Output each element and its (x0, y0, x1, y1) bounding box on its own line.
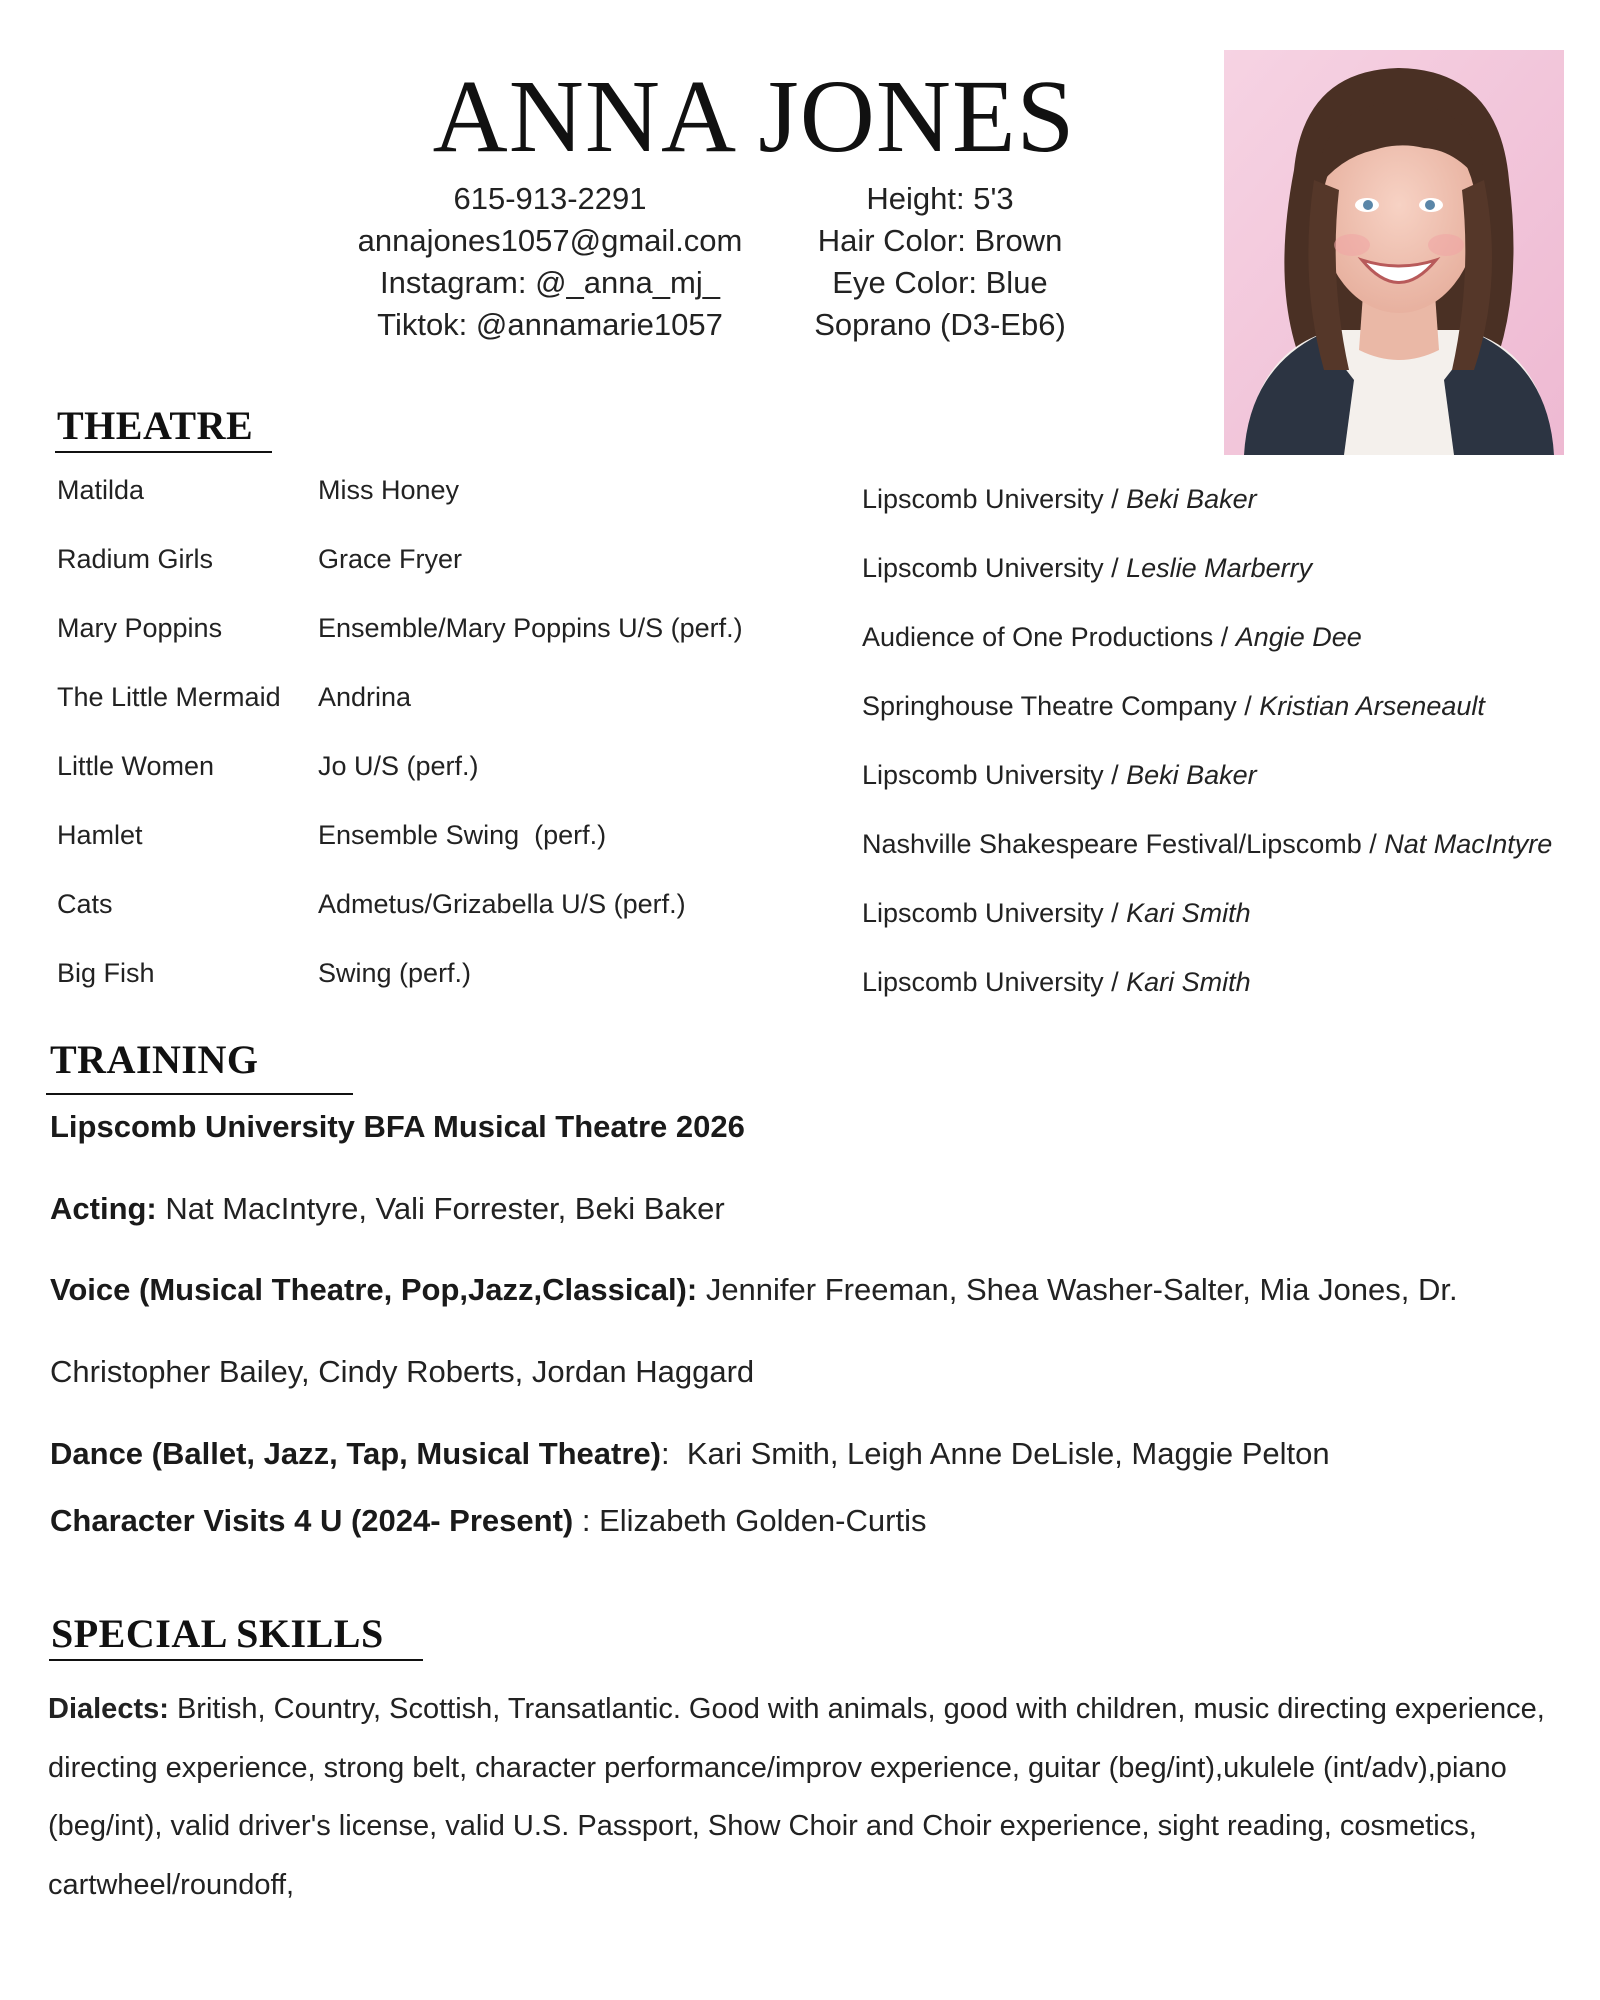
role-name: Ensemble/Mary Poppins U/S (perf.) (318, 613, 743, 643)
eye-color-stat: Eye Color: Blue (832, 265, 1048, 300)
credit-row-little-women (0, 751, 1600, 791)
role-name: Grace Fryer (318, 544, 463, 574)
training-acting (50, 1189, 725, 1229)
show-title: Radium Girls (57, 544, 214, 574)
role-name: Ensemble Swing (perf.) (318, 820, 607, 850)
venue-name: Audience of One Productions / (862, 622, 1236, 652)
credit-row-hamlet (0, 820, 1600, 860)
show-title: Mary Poppins (57, 613, 223, 643)
program-name: Lipscomb University BFA Musical Theatre 2026 (50, 1109, 745, 1144)
instagram-handle: Instagram: @_anna_mj_ (380, 265, 720, 300)
headshot-photo (1224, 50, 1564, 455)
director-name: Nat MacIntyre (1384, 829, 1553, 859)
venue (862, 691, 1485, 722)
show-title: The Little Mermaid (57, 682, 281, 712)
show-title: Matilda (57, 475, 145, 505)
role-name: Jo U/S (perf.) (318, 751, 479, 781)
hair-color-stat: Hair Color: Brown (817, 223, 1063, 258)
dialects-label: Dialects: (48, 1693, 169, 1725)
acting-teachers: Nat MacIntyre, Vali Forrester, Beki Baker (156, 1191, 725, 1226)
training-heading-rule (46, 1093, 353, 1095)
height-stat: Height: 5'3 (866, 181, 1014, 216)
venue (862, 829, 1552, 860)
tiktok-handle: Tiktok: @annamarie1057 (377, 307, 723, 342)
venue-name: Springhouse Theatre Company / (862, 691, 1260, 721)
director-name: Leslie Marberry (1126, 553, 1313, 583)
dance-teachers: : Kari Smith, Leigh Anne DeLisle, Maggie Pelton (661, 1436, 1330, 1471)
training-voice (50, 1270, 1458, 1310)
credit-row-radium-girls (0, 544, 1600, 584)
venue-name: Lipscomb University / (862, 898, 1127, 928)
credit-row-mary-poppins (0, 613, 1600, 653)
character-teacher: : Elizabeth Golden-Curtis (573, 1503, 927, 1538)
venue-name: Nashville Shakespeare Festival/Lipscomb / (862, 829, 1385, 859)
venue-name: Lipscomb University / (862, 484, 1127, 514)
venue (862, 967, 1251, 998)
director-name: Kari Smith (1126, 898, 1251, 928)
training-heading: TRAINING (50, 1037, 259, 1082)
role-name: Andrina (318, 682, 412, 712)
director-name: Angie Dee (1235, 622, 1362, 652)
skills-list: British, Country, Scottish, Transatlantic. Good with animals, good with children, music directing experience, directing experience, strong belt, character performance/improv experience, guitar (beg/int),ukulele (int/adv),piano (beg/int), valid driver's license, valid U.S. Passport, Show Choir and Choir experience, sight reading, cosmetics, cartwheel/roundoff, (48, 1693, 1545, 1901)
role-name: Admetus/Grizabella U/S (perf.) (318, 889, 686, 919)
headshot-illustration (1224, 50, 1564, 455)
show-title: Little Women (57, 751, 215, 781)
training-voice-continued (50, 1352, 754, 1392)
voice-teachers: Jennifer Freeman, Shea Washer-Salter, Mia Jones, Dr. (697, 1272, 1458, 1307)
show-title: Hamlet (57, 820, 143, 850)
theatre-heading-rule (55, 451, 272, 453)
venue-name: Lipscomb University / (862, 967, 1127, 997)
acting-label: Acting: (50, 1191, 157, 1226)
venue (862, 760, 1257, 791)
email-address: annajones1057@gmail.com (357, 223, 743, 258)
venue-name: Lipscomb University / (862, 553, 1127, 583)
special-skills-text (48, 1680, 1548, 1914)
venue (862, 898, 1251, 929)
phone-number: 615-913-2291 (453, 181, 647, 216)
theatre-heading: THEATRE (57, 403, 254, 448)
training-dance (50, 1434, 1330, 1474)
role-name: Swing (perf.) (318, 958, 472, 988)
venue (862, 622, 1362, 653)
dance-label: Dance (Ballet, Jazz, Tap, Musical Theatre) (50, 1436, 661, 1471)
venue (862, 484, 1257, 515)
show-title: Big Fish (57, 958, 155, 988)
contact-info (330, 178, 770, 346)
credit-row-big-fish (0, 958, 1600, 998)
special-skills-heading-rule (49, 1659, 423, 1661)
director-name: Kari Smith (1126, 967, 1251, 997)
credit-row-matilda (0, 475, 1600, 515)
role-name: Miss Honey (318, 475, 460, 505)
character-label: Character Visits 4 U (2024- Present) (50, 1503, 574, 1538)
director-name: Beki Baker (1126, 760, 1257, 790)
voice-teachers-continued: Christopher Bailey, Cindy Roberts, Jordan Haggard (50, 1354, 755, 1389)
director-name: Beki Baker (1126, 484, 1257, 514)
training-program (50, 1107, 745, 1147)
credit-row-cats (0, 889, 1600, 929)
venue-name: Lipscomb University / (862, 760, 1127, 790)
venue (862, 553, 1312, 584)
voice-label: Voice (Musical Theatre, Pop,Jazz,Classical): (50, 1272, 698, 1307)
director-name: Kristian Arseneault (1259, 691, 1485, 721)
training-character (50, 1501, 926, 1541)
special-skills-heading: SPECIAL SKILLS (51, 1611, 384, 1656)
show-title: Cats (57, 889, 113, 919)
voice-type-stat: Soprano (D3-Eb6) (814, 307, 1066, 342)
physical-stats (780, 178, 1100, 346)
resume-name: ANNA JONES (432, 59, 1076, 174)
credit-row-little-mermaid (0, 682, 1600, 722)
